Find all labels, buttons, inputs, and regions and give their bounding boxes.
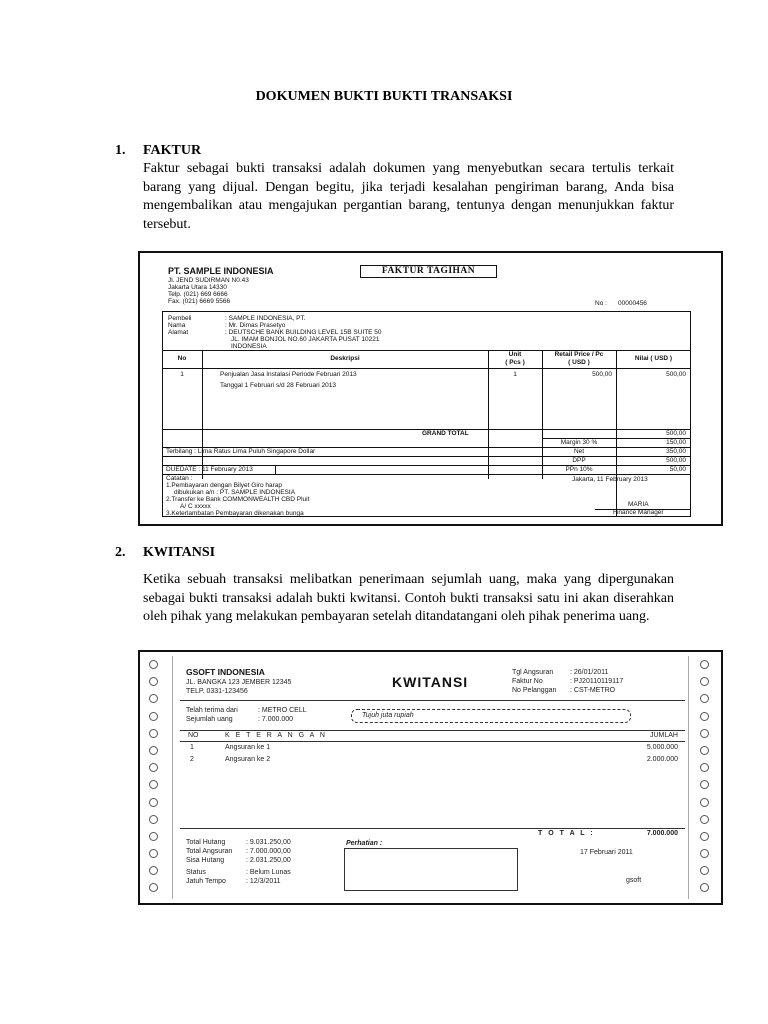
- faktur-nama-label: Nama: [168, 322, 186, 329]
- faktur-terbilang: Terbilang : Lima Ratus Lima Puluh Singapore Dollar: [166, 448, 316, 455]
- faktur-address-line: Telp. (021) 669 6666: [168, 291, 228, 298]
- faktur-catatan-label: Catatan :: [166, 475, 193, 482]
- kwitansi-tgl-label: Tgl Angsuran: [512, 669, 554, 676]
- faktur-form-title: FAKTUR TAGIHAN: [360, 265, 497, 278]
- kwitansi-faktur-value: : PJ20110119117: [570, 678, 624, 685]
- faktur-alamat-value: : DEUTSCHE BANK BUILDING LEVEL 15B SUITE 50: [225, 329, 382, 336]
- perforation-left: [149, 660, 161, 901]
- faktur-signer: MARIA: [628, 501, 649, 508]
- kwitansi-row-jumlah: 5.000.000: [646, 744, 678, 751]
- kwitansi-status-label: Status: [186, 869, 206, 876]
- table-rule: [180, 828, 685, 829]
- kwitansi-jatuh-label: Jatuh Tempo: [186, 878, 226, 885]
- faktur-col-unit: Unit: [508, 351, 522, 358]
- kwitansi-perhatian: Perhatian :: [346, 840, 383, 847]
- kwitansi-uang-label: Sejumlah uang: [186, 716, 233, 723]
- faktur-alamat-value: JL. IMAM BONJOL NO.60 JAKARTA PUSAT 10221: [231, 336, 380, 343]
- faktur-ppn-value: 50,00: [669, 466, 686, 473]
- faktur-address-line: Jl. JEND SUDIRMAN N0.43: [168, 277, 249, 284]
- kwitansi-jatuh-value: : 12/3/2011: [246, 878, 281, 885]
- faktur-company: PT. SAMPLE INDONESIA: [168, 266, 274, 276]
- faktur-note: 3.Keterlambatan Pembayaran dikenakan bunga: [166, 510, 304, 517]
- kwitansi-terima-label: Telah terima dari: [186, 707, 238, 714]
- faktur-net-value: 350,00: [666, 448, 686, 455]
- kwitansi-row-no: 2: [190, 756, 194, 763]
- faktur-signer-title: Finance Manager: [613, 509, 664, 516]
- faktur-pembeli-value: : SAMPLE INDONESIA, PT.: [225, 315, 306, 322]
- faktur-address-line: Fax. (021) 6669 5566: [168, 298, 231, 305]
- kwitansi-address: JL. BANGKA 123 JEMBER 12345: [186, 679, 292, 686]
- kwitansi-image: [138, 650, 723, 905]
- kwitansi-pelanggan-label: No Pelanggan: [512, 687, 557, 694]
- kwitansi-uang-value: : 7.000.000: [258, 716, 294, 723]
- faktur-note: A/ C xxxxx: [180, 503, 211, 510]
- kwitansi-title: KWITANSI: [392, 674, 469, 690]
- kwitansi-summary-value: : 7.000.000,00: [246, 848, 291, 855]
- kwitansi-row-no: 1: [190, 744, 194, 751]
- table-rule: [162, 474, 691, 475]
- kwitansi-sign: gsoft: [626, 877, 642, 884]
- section-paragraph-kwitansi: Ketika sebuah transaksi melibatkan penerimaan sejumlah uang, maka yang dipergunakan sebagai bukti transaksi adalah bukti kwitansi. Contoh bukti transaksi satu ini akan diserahkan oleh pihak yang melakukan pembayaran setelah ditandatangani oleh pihak penerima uang.: [143, 572, 674, 624]
- faktur-item-desc: Penjualan Jasa Instalasi Periode Februari 2013: [220, 371, 357, 378]
- faktur-alamat-label: Alamat: [168, 329, 189, 336]
- section-title: KWITANSI: [143, 545, 216, 560]
- kwitansi-terima-value: : METRO CELL: [258, 707, 307, 714]
- kwitansi-summary-value: : 2.031.250,00: [246, 857, 291, 864]
- table-rule: [275, 465, 276, 474]
- faktur-item-price: 500,00: [592, 371, 612, 378]
- kwitansi-row-ket: Angsuran ke 2: [225, 756, 271, 763]
- faktur-col-desc: Deskripsi: [330, 355, 360, 362]
- section-title: FAKTUR: [143, 143, 202, 158]
- kwitansi-status-value: : Belum Lunas: [246, 869, 291, 876]
- table-rule: [162, 368, 691, 369]
- faktur-nama-value: : Mr. Dimas Prasetyo: [225, 322, 286, 329]
- faktur-note: 1.Pembayaran dengan Bilyet Giro harap: [166, 482, 282, 489]
- faktur-note: dibukukan a/n : PT. SAMPLE INDONESIA: [174, 489, 296, 496]
- kwitansi-faktur-label: Faktur No: [512, 678, 543, 685]
- kwitansi-summary-value: : 9.031.250,00: [246, 839, 291, 846]
- kwitansi-summary-label: Total Angsuran: [186, 848, 233, 855]
- faktur-image: [138, 251, 723, 526]
- table-rule: [180, 730, 685, 731]
- faktur-alamat-value: INDONESIA: [231, 343, 267, 350]
- kwitansi-tgl-value: : 26/01/2011: [570, 669, 609, 676]
- table-rule: [488, 350, 489, 479]
- faktur-dpp-value: 500,00: [666, 457, 686, 464]
- section-number: 2.: [115, 545, 126, 560]
- kwitansi-terbilang: Tujuh juta rupiah: [362, 712, 414, 719]
- perforation-right: [700, 660, 712, 901]
- faktur-item-unit: 1: [513, 371, 517, 378]
- kwitansi-col-no: NO: [188, 732, 199, 739]
- faktur-grand-total-label: GRAND TOTAL: [422, 430, 469, 437]
- faktur-city-date: Jakarta, 11 February 2013: [572, 476, 648, 483]
- kwitansi-row-jumlah: 2.000.000: [646, 756, 678, 763]
- faktur-dpp-label: DPP: [572, 457, 586, 464]
- kwitansi-total-value: 7.000.000: [646, 830, 678, 837]
- kwitansi-date: 17 Februari 2011: [580, 849, 633, 856]
- faktur-col-no: No: [177, 355, 187, 362]
- faktur-note: 2.Transfer ke Bank COMMONWEALTH CBD Pluit: [166, 496, 310, 503]
- kwitansi-col-ket: K E T E R A N G A N: [225, 732, 327, 739]
- faktur-col-unit-sub: ( Pcs ): [505, 359, 525, 366]
- faktur-no-value: 00000456: [618, 300, 647, 307]
- faktur-item-desc: Tanggal 1 Februari s/d 28 Februari 2013: [220, 382, 336, 389]
- table-rule: [542, 350, 543, 479]
- kwitansi-summary-label: Total Hutang: [186, 839, 226, 846]
- faktur-grand-total-value: 500,00: [666, 430, 686, 437]
- kwitansi-pelanggan-value: : CST-METRO: [570, 687, 616, 694]
- table-rule: [180, 741, 685, 742]
- section-paragraph-faktur: Faktur sebagai bukti transaksi adalah dokumen yang menyebutkan secara tertulis terkait barang yang dijual. Dengan begitu, jika terjadi kesalahan pengiriman barang, Anda bisa mengembalikan atau mengajukan pergantian barang, tentunya dengan menunjukkan faktur tersebut.: [143, 161, 674, 232]
- faktur-ppn-label: PPn 10%: [565, 466, 593, 473]
- faktur-net-label: Net: [573, 448, 585, 455]
- faktur-margin-label: Margin 30 %: [560, 439, 598, 446]
- kwitansi-summary-label: Sisa Hutang: [186, 857, 225, 864]
- faktur-col-price: Retail Price / Pc: [554, 351, 604, 358]
- table-rule: [180, 700, 685, 701]
- table-rule: [202, 350, 203, 479]
- kwitansi-total-label: T O T A L :: [538, 830, 595, 837]
- kwitansi-col-jumlah: JUMLAH: [649, 732, 678, 739]
- kwitansi-perhatian-box: [344, 848, 518, 891]
- section-number: 1.: [115, 143, 126, 158]
- faktur-col-value: Nilai ( USD ): [634, 355, 673, 362]
- faktur-duedate: DUEDATE : 11 February 2013: [166, 466, 253, 473]
- kwitansi-company: GSOFT INDONESIA: [186, 667, 265, 677]
- faktur-no-label: No :: [595, 300, 607, 307]
- faktur-margin-value: 150,00: [666, 439, 686, 446]
- kwitansi-row-ket: Angsuran ke 1: [225, 744, 271, 751]
- faktur-col-price-sub: ( USD ): [568, 359, 590, 366]
- section-heading-faktur: [115, 143, 201, 159]
- document-title: DOKUMEN BUKTI BUKTI TRANSAKSI: [255, 89, 513, 104]
- faktur-item-no: 1: [180, 371, 184, 378]
- faktur-address-line: Jakarta Utara 14330: [168, 284, 227, 291]
- section-heading-kwitansi: [115, 545, 215, 561]
- kwitansi-phone: TELP. 0331-123456: [186, 688, 248, 695]
- faktur-pembeli-label: Pembeli: [168, 315, 192, 322]
- faktur-item-value: 500,00: [666, 371, 686, 378]
